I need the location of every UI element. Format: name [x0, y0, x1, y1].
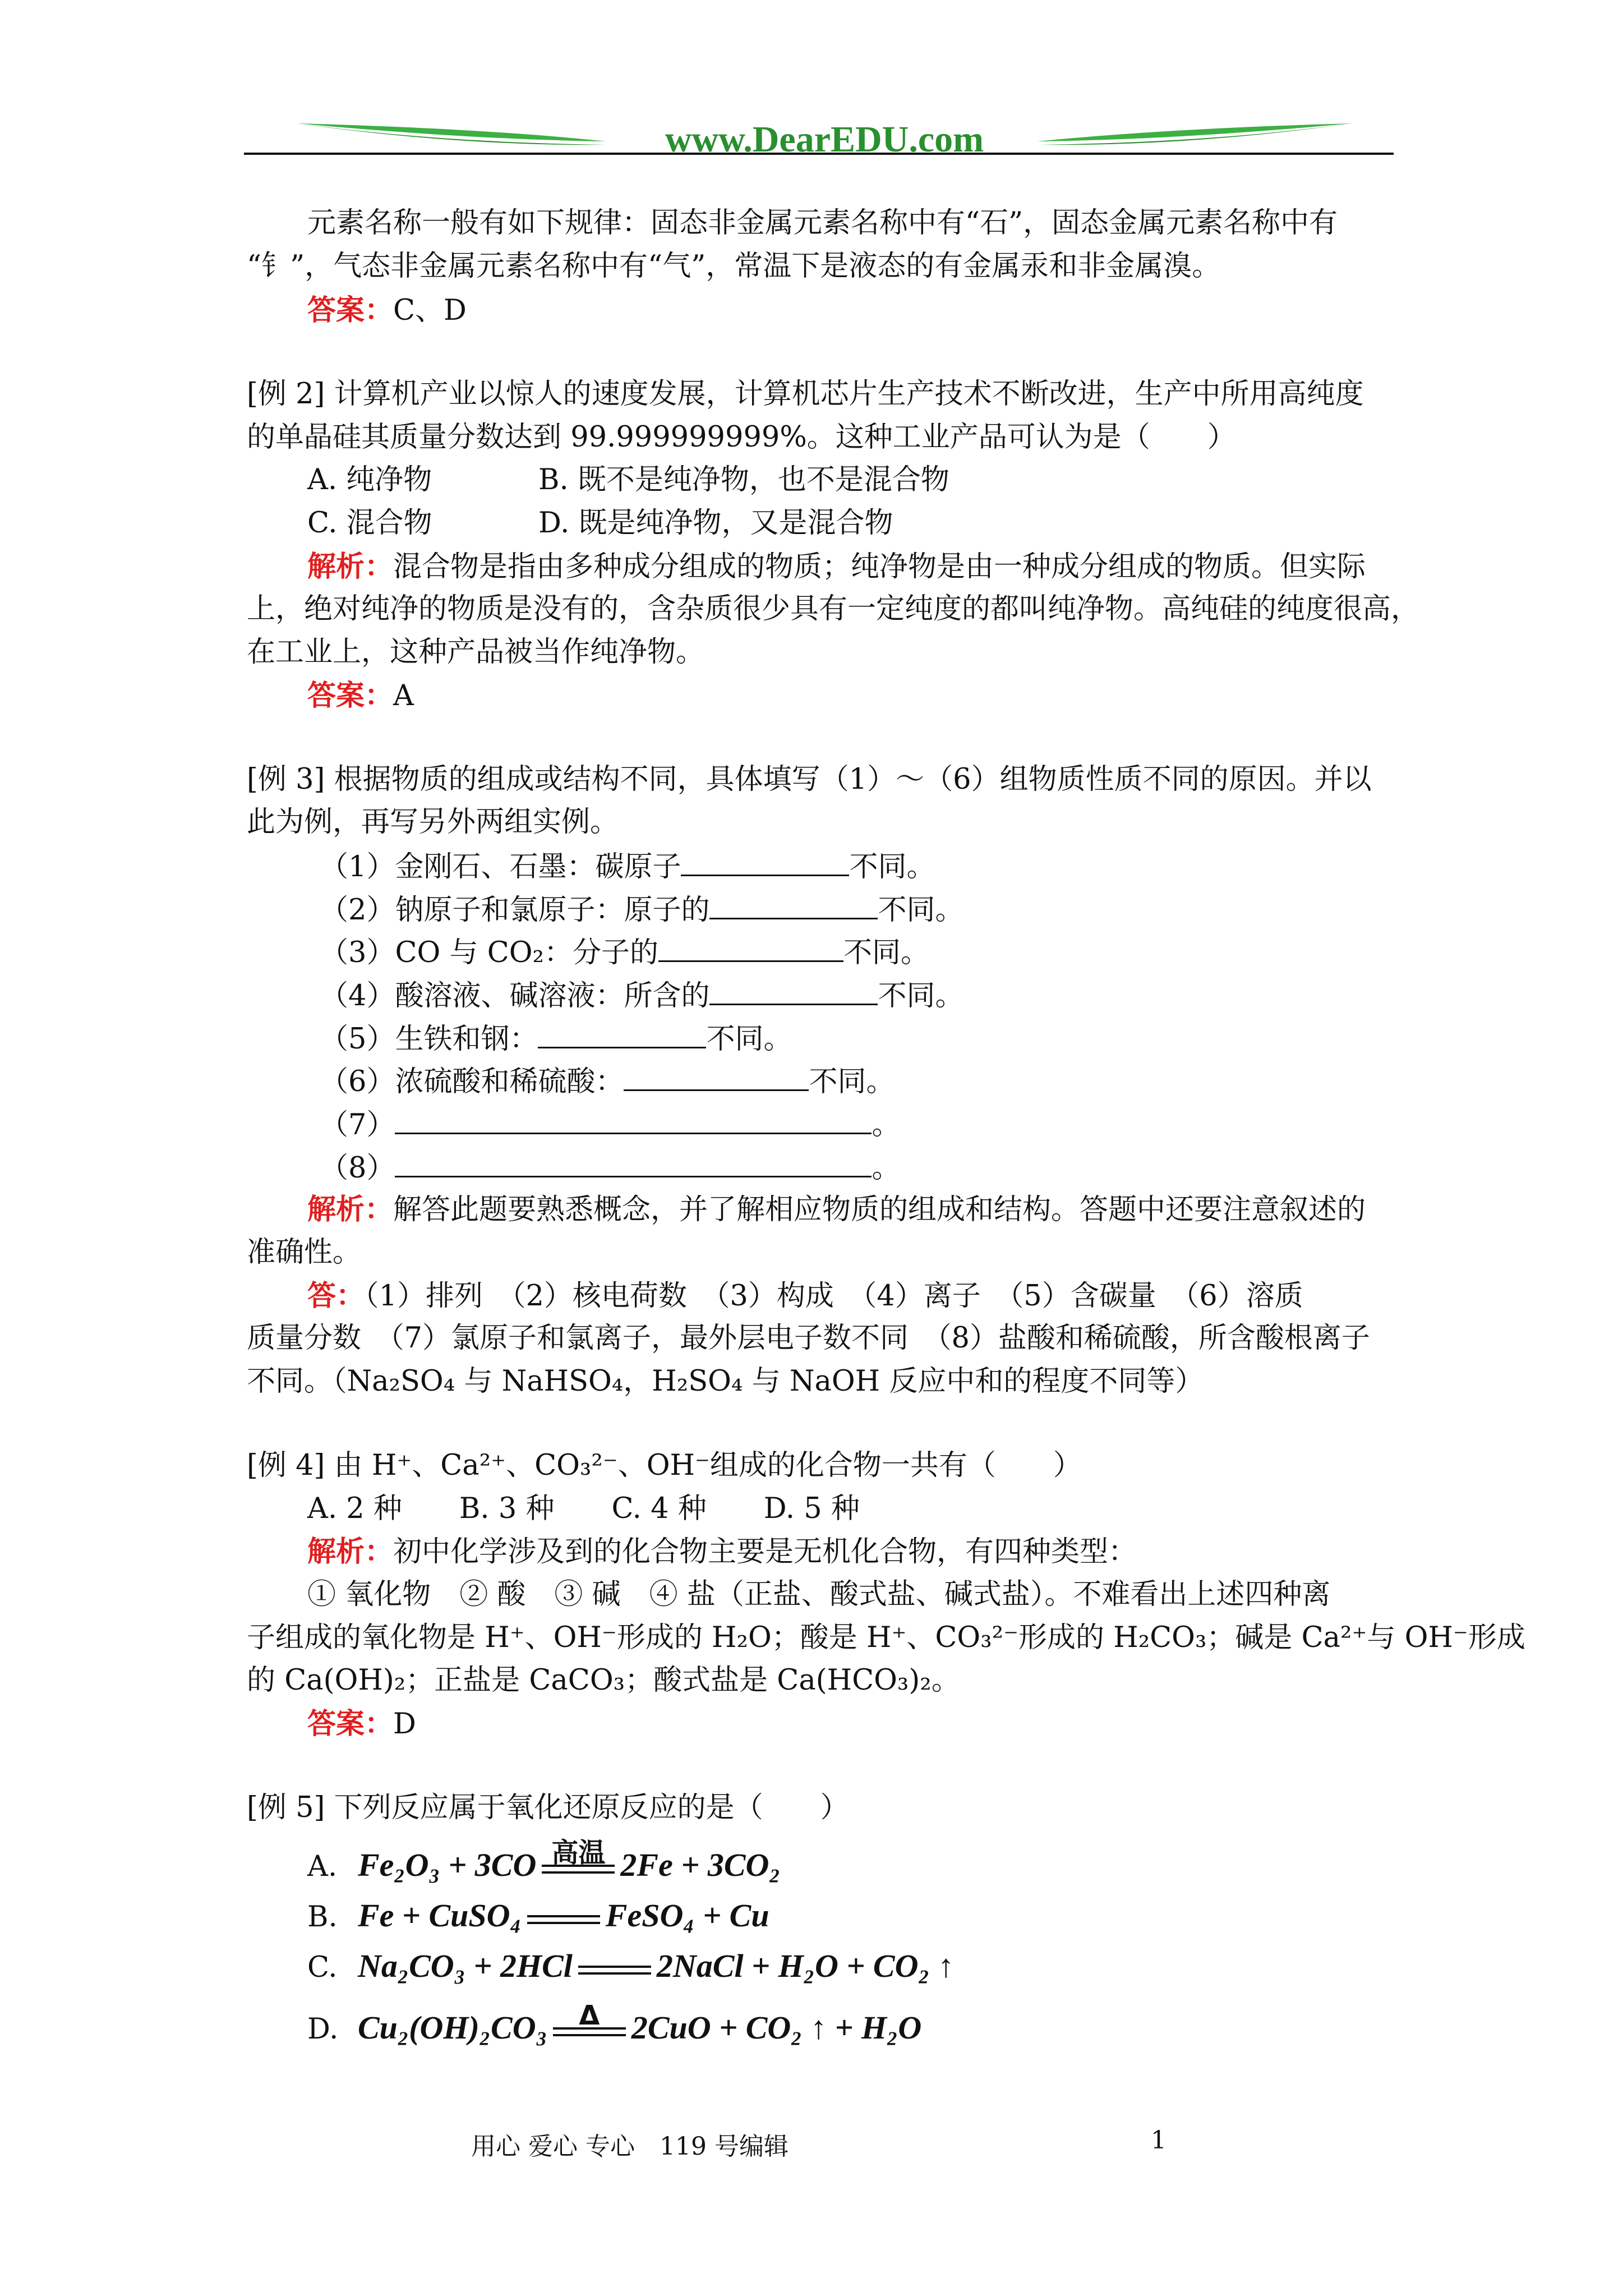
formula-right: 2Fe + 3CO₂: [620, 1847, 781, 1883]
answer-text: （1）排列 （2）核电荷数 （3）构成 （4）离子 （5）含碳量 （6）溶质: [365, 1280, 1303, 1313]
answer-value: D: [393, 1708, 416, 1741]
reaction-equals-sign: [542, 1837, 615, 1877]
item-prefix: （4）酸溶液、碱溶液：所含的: [320, 979, 710, 1013]
fill-blank[interactable]: [538, 1016, 706, 1048]
ex2-option-d: D. 既是纯净物，又是混合物: [538, 507, 893, 540]
answer-label: 答案：: [307, 293, 394, 327]
item-prefix: （7）: [320, 1108, 395, 1142]
formula-left: Na₂CO₃ + 2HCl: [358, 1948, 573, 1984]
option-label: C.: [307, 1951, 338, 1984]
ex3-answer-line-3: 不同。（Na₂SO₄ 与 NaHSO₄，H₂SO₄ 与 NaOH 反应中和的程度不同等）: [247, 1365, 1204, 1398]
analysis-text: 解答此题要熟悉概念，并了解相应物质的组成和结构。答题中还要注意叙述的: [393, 1193, 1366, 1226]
item-suffix: 。: [872, 1152, 901, 1185]
ex2-question-line-1: [例 2] 计算机产业以惊人的速度发展，计算机芯片生产技术不断改进，生产中所用高纯度: [247, 378, 1364, 411]
ex3-item-7: [320, 1102, 900, 1145]
ex2-answer: [307, 674, 414, 717]
ex2-question-line-2: 的单晶硅其质量分数达到 99.999999999%。这种工业产品可认为是（ ）: [247, 421, 1236, 454]
answer-value: A: [393, 679, 414, 712]
formula-right: FeSO₄ + Cu: [605, 1897, 769, 1934]
answer-label: 答案：: [307, 679, 394, 712]
logo-text: www.DearEDU.com: [665, 119, 984, 160]
option-label: B.: [307, 1901, 338, 1934]
item-suffix: 不同。: [809, 1065, 895, 1098]
ex4-analysis-line-3: 子组成的氧化物是 H⁺、OH⁻形成的 H₂O；酸是 H⁺、CO₃²⁻形成的 H₂CO₃；碱是 Ca²⁺与 OH⁻形成: [247, 1621, 1525, 1654]
ex2-option-b: B. 既不是纯净物，也不是混合物: [538, 463, 949, 496]
ex4-options: A. 2 种 B. 3 种 C. 4 种 D. 5 种: [307, 1492, 860, 1525]
item-suffix: 。: [872, 1108, 901, 1142]
reaction-condition: 高温: [551, 1837, 606, 1869]
page-number: 1: [1151, 2126, 1166, 2155]
analysis-text: 初中化学涉及到的化合物主要是无机化合物，有四种类型：: [393, 1535, 1137, 1568]
reaction-equals-sign: [578, 1961, 651, 1978]
formula-left: Fe₂O₃ + 3CO: [358, 1847, 537, 1883]
ex3-item-4: [320, 973, 963, 1016]
analysis-label: 解析：: [307, 550, 394, 583]
analysis-label: 解析：: [307, 1193, 394, 1226]
item-prefix: （3）CO 与 CO₂：分子的: [320, 936, 658, 969]
intro-line-2: “钅”，气态非金属元素名称中有“气”，常温下是液态的有金属汞和非金属溴。: [247, 250, 1221, 283]
fill-blank[interactable]: [658, 930, 843, 962]
ex4-question: [例 4] 由 H⁺、Ca²⁺、CO₃²⁻、OH⁻组成的化合物一共有（ ）: [247, 1449, 1082, 1482]
ex4-analysis-line-1: [307, 1530, 1137, 1573]
answer-value: C、D: [393, 294, 467, 327]
ex5-option-a: [307, 1837, 781, 1890]
analysis-label: 解析：: [307, 1535, 394, 1568]
intro-answer: [307, 289, 467, 332]
footer-text: 用心 爱心 专心 119 号编辑: [471, 2132, 789, 2161]
ex3-item-6: [320, 1059, 895, 1102]
ex3-answer-line-2: 质量分数 （7）氯原子和氯离子，最外层电子数不同 （8）盐酸和稀硫酸，所含酸根离子: [247, 1322, 1370, 1355]
formula-left: Cu₂(OH)₂CO₃: [358, 2009, 547, 2046]
fill-blank[interactable]: [395, 1102, 872, 1134]
ex2-option-c: C. 混合物: [307, 507, 432, 540]
analysis-text: 混合物是指由多种成分组成的物质；纯净物是由一种成分组成的物质。但实际: [393, 550, 1366, 583]
item-prefix: （5）生铁和钢：: [320, 1023, 538, 1056]
ex2-analysis-line-3: 在工业上，这种产品被当作纯净物。: [247, 636, 705, 669]
answer-label: 答：: [307, 1279, 365, 1313]
fill-blank[interactable]: [624, 1059, 809, 1091]
intro-line-1: 元素名称一般有如下规律：固态非金属元素名称中有“石”，固态金属元素名称中有: [307, 206, 1338, 240]
fill-blank[interactable]: [395, 1145, 872, 1177]
fill-blank[interactable]: [681, 844, 849, 876]
ex3-item-8: [320, 1145, 900, 1188]
reaction-equals-sign: [553, 2000, 626, 2040]
ex3-answer-line-1: [307, 1274, 1303, 1317]
ex5-option-b: [307, 1890, 769, 1941]
ex3-analysis-line-1: [307, 1188, 1366, 1231]
ex5-option-c: [307, 1941, 954, 1991]
reaction-condition: Δ: [579, 2000, 600, 2031]
formula-left: Fe + CuSO₄: [358, 1897, 522, 1934]
option-label: D.: [307, 2013, 339, 2046]
header-rule: [244, 153, 1394, 155]
dearedu-logo: [292, 107, 1357, 168]
answer-label: 答案：: [307, 1707, 394, 1741]
ex3-question-line-2: 此为例，再写另外两组实例。: [247, 806, 619, 839]
item-suffix: 不同。: [878, 894, 964, 927]
ex4-answer: [307, 1703, 416, 1745]
ex2-analysis-line-1: [307, 545, 1366, 588]
ex3-item-5: [320, 1016, 792, 1059]
item-suffix: 不同。: [878, 979, 964, 1013]
item-suffix: 不同。: [843, 936, 929, 969]
item-suffix: 不同。: [849, 850, 935, 884]
ex2-analysis-line-2: 上，绝对纯净的物质是没有的，含杂质很少具有一定纯度的都叫纯净物。高纯硅的纯度很高，: [247, 592, 1420, 625]
ex3-item-2: [320, 887, 963, 930]
item-suffix: 不同。: [706, 1023, 792, 1056]
fill-blank[interactable]: [709, 887, 878, 919]
formula-right: 2NaCl + H₂O + CO₂ ↑: [656, 1948, 955, 1984]
ex2-option-a: A. 纯净物: [307, 463, 432, 496]
formula-right: 2CuO + CO₂ ↑ + H₂O: [631, 2009, 922, 2046]
ex3-item-3: [320, 930, 929, 973]
ex5-option-d: [307, 2000, 922, 2053]
ex3-question-line-1: [例 3] 根据物质的组成或结构不同，具体填写（1）～（6）组物质性质不同的原因。并以: [247, 763, 1372, 796]
item-prefix: （8）: [320, 1152, 395, 1185]
ex3-analysis-line-2: 准确性。: [247, 1236, 362, 1269]
reaction-equals-sign: [527, 1911, 600, 1927]
ex3-item-1: [320, 844, 935, 887]
ex4-analysis-line-2: ① 氧化物 ② 酸 ③ 碱 ④ 盐（正盐、酸式盐、碱式盐）。不难看出上述四种离: [307, 1578, 1331, 1611]
item-prefix: （6）浓硫酸和稀硫酸：: [320, 1065, 624, 1098]
fill-blank[interactable]: [709, 973, 878, 1005]
item-prefix: （2）钠原子和氯原子：原子的: [320, 894, 710, 927]
ex5-question: [例 5] 下列反应属于氧化还原反应的是（ ）: [247, 1791, 849, 1824]
ex4-analysis-line-4: 的 Ca(OH)₂；正盐是 CaCO₃；酸式盐是 Ca(HCO₃)₂。: [247, 1664, 960, 1697]
option-label: A.: [307, 1850, 338, 1883]
item-prefix: （1）金刚石、石墨：碳原子: [320, 850, 681, 884]
